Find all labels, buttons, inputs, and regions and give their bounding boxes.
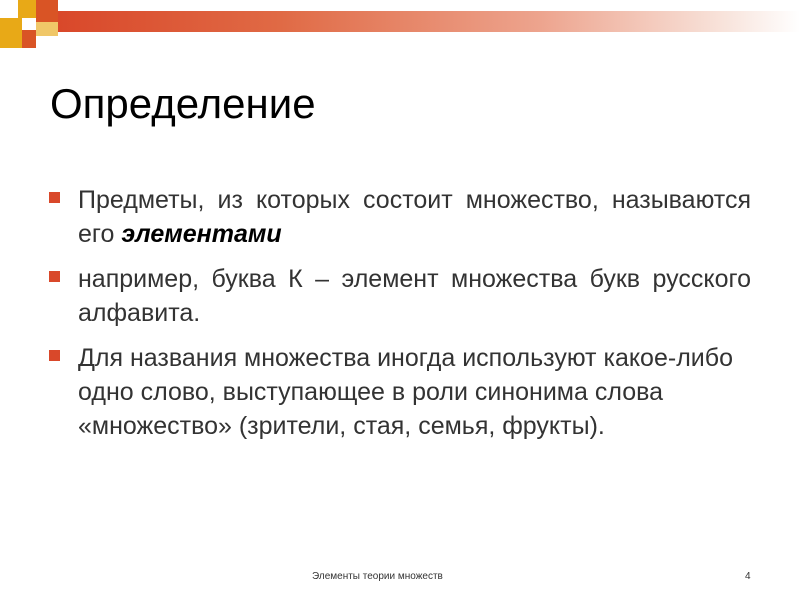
slide-number: 4 [745, 571, 751, 582]
bullet-square-icon [49, 192, 60, 203]
header-gradient-bar [58, 11, 800, 32]
corner-decoration-square [22, 30, 36, 48]
footer-title: Элементы теории множеств [312, 571, 443, 582]
slide-title: Определение [50, 80, 316, 127]
bullet-list [47, 183, 751, 454]
bullet-emphasis: элементами [121, 220, 282, 248]
corner-decoration-square [36, 0, 58, 22]
corner-decoration-square [18, 0, 36, 18]
bullet-item [47, 183, 751, 251]
bullet-item [47, 341, 751, 443]
bullet-square-icon [49, 271, 60, 282]
corner-decoration-square [0, 18, 22, 48]
bullet-square-icon [49, 350, 60, 361]
bullet-text: Для названия множества иногда используют какое-либо одно слово, выступающее в роли синонима слова «множество» (зрители, стая, семья, фрукты). [78, 344, 733, 440]
bullet-text: Предметы, из которых состоит множество, называются его [78, 186, 751, 248]
corner-decoration-square [0, 0, 18, 12]
slide-footer [0, 571, 800, 585]
bullet-item [47, 262, 751, 330]
corner-decoration-square [36, 22, 58, 36]
bullet-text: например, буква К – элемент множества букв русского алфавита. [78, 265, 751, 327]
